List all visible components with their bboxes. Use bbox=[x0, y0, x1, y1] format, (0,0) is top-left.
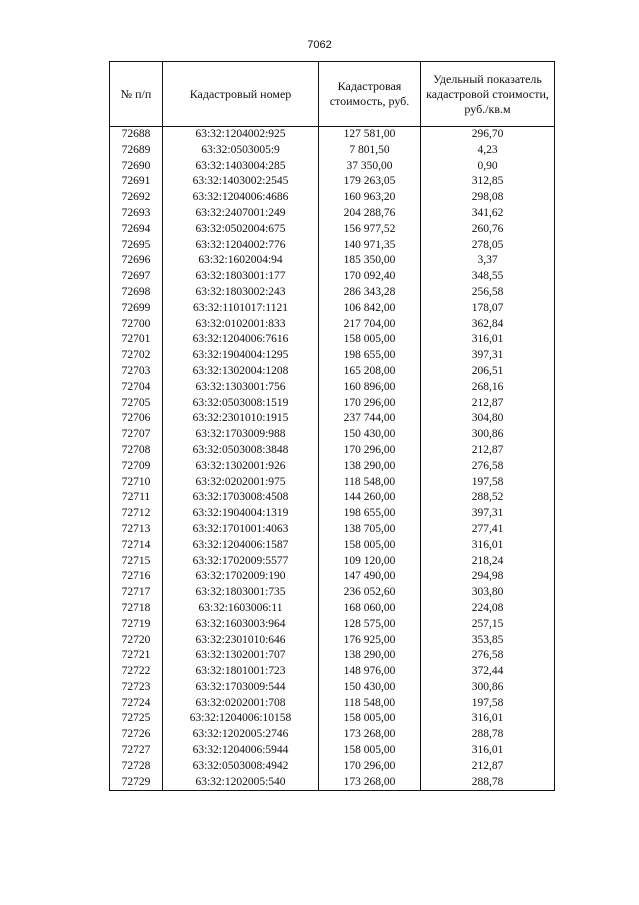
table-row bbox=[110, 711, 555, 727]
row-num-cell: 72701 bbox=[110, 332, 163, 348]
table-row bbox=[110, 522, 555, 538]
cadastral-number-cell: 63:32:2301010:1915 bbox=[163, 411, 319, 427]
cadastral-value-cell: 37 350,00 bbox=[319, 159, 421, 175]
row-num-cell: 72690 bbox=[110, 159, 163, 175]
cadastral-number-cell: 63:32:1403004:285 bbox=[163, 159, 319, 175]
cadastral-value-cell: 140 971,35 bbox=[319, 238, 421, 254]
specific-index-cell: 288,78 bbox=[421, 775, 555, 791]
cadastral-value-cell: 173 268,00 bbox=[319, 727, 421, 743]
specific-index-cell: 212,87 bbox=[421, 396, 555, 412]
specific-index-cell: 362,84 bbox=[421, 317, 555, 333]
row-num-cell: 72691 bbox=[110, 174, 163, 190]
specific-index-cell: 277,41 bbox=[421, 522, 555, 538]
specific-index-cell: 224,08 bbox=[421, 601, 555, 617]
specific-index-cell: 348,55 bbox=[421, 269, 555, 285]
cadastral-number-cell: 63:32:1101017:1121 bbox=[163, 301, 319, 317]
specific-index-cell: 298,08 bbox=[421, 190, 555, 206]
row-num-cell: 72726 bbox=[110, 727, 163, 743]
specific-index-cell: 312,85 bbox=[421, 174, 555, 190]
table-row bbox=[110, 301, 555, 317]
specific-index-cell: 397,31 bbox=[421, 348, 555, 364]
table-row bbox=[110, 253, 555, 269]
cadastral-value-cell: 198 655,00 bbox=[319, 348, 421, 364]
row-num-cell: 72704 bbox=[110, 380, 163, 396]
cadastral-number-cell: 63:32:1702009:5577 bbox=[163, 554, 319, 570]
cadastral-number-cell: 63:32:1204002:925 bbox=[163, 127, 319, 143]
table-row bbox=[110, 727, 555, 743]
header-num: № п/п bbox=[110, 62, 163, 127]
cadastral-value-cell: 106 842,00 bbox=[319, 301, 421, 317]
cadastral-value-cell: 170 296,00 bbox=[319, 443, 421, 459]
cadastral-value-cell: 158 005,00 bbox=[319, 332, 421, 348]
row-num-cell: 72716 bbox=[110, 569, 163, 585]
cadastral-value-cell: 236 052,60 bbox=[319, 585, 421, 601]
row-num-cell: 72714 bbox=[110, 538, 163, 554]
row-num-cell: 72718 bbox=[110, 601, 163, 617]
row-num-cell: 72720 bbox=[110, 633, 163, 649]
specific-index-cell: 197,58 bbox=[421, 696, 555, 712]
cadastral-number-cell: 63:32:1904004:1295 bbox=[163, 348, 319, 364]
specific-index-cell: 268,16 bbox=[421, 380, 555, 396]
row-num-cell: 72693 bbox=[110, 206, 163, 222]
cadastral-value-cell: 217 704,00 bbox=[319, 317, 421, 333]
table-row bbox=[110, 396, 555, 412]
row-num-cell: 72703 bbox=[110, 364, 163, 380]
specific-index-cell: 218,24 bbox=[421, 554, 555, 570]
row-num-cell: 72722 bbox=[110, 664, 163, 680]
table-row bbox=[110, 238, 555, 254]
row-num-cell: 72713 bbox=[110, 522, 163, 538]
table-row bbox=[110, 696, 555, 712]
specific-index-cell: 294,98 bbox=[421, 569, 555, 585]
table-row bbox=[110, 285, 555, 301]
cadastral-number-cell: 63:32:1202005:2746 bbox=[163, 727, 319, 743]
cadastral-number-cell: 63:32:2301010:646 bbox=[163, 633, 319, 649]
row-num-cell: 72689 bbox=[110, 143, 163, 159]
cadastral-number-cell: 63:32:1803001:177 bbox=[163, 269, 319, 285]
row-num-cell: 72698 bbox=[110, 285, 163, 301]
cadastral-number-cell: 63:32:1603003:964 bbox=[163, 617, 319, 633]
table-row bbox=[110, 317, 555, 333]
table-row bbox=[110, 127, 555, 143]
table-header bbox=[110, 62, 555, 127]
cadastral-value-cell: 118 548,00 bbox=[319, 475, 421, 491]
cadastral-number-cell: 63:32:1801001:723 bbox=[163, 664, 319, 680]
table-row bbox=[110, 459, 555, 475]
cadastral-value-cell: 138 290,00 bbox=[319, 648, 421, 664]
cadastral-value-cell: 165 208,00 bbox=[319, 364, 421, 380]
cadastral-number-cell: 63:32:1302001:707 bbox=[163, 648, 319, 664]
cadastral-value-cell: 160 963,20 bbox=[319, 190, 421, 206]
cadastral-value-cell: 160 896,00 bbox=[319, 380, 421, 396]
cadastral-number-cell: 63:32:1204006:10158 bbox=[163, 711, 319, 727]
cadastral-value-cell: 148 976,00 bbox=[319, 664, 421, 680]
specific-index-cell: 256,58 bbox=[421, 285, 555, 301]
cadastral-value-cell: 150 430,00 bbox=[319, 680, 421, 696]
specific-index-cell: 304,80 bbox=[421, 411, 555, 427]
cadastral-value-cell: 144 260,00 bbox=[319, 490, 421, 506]
row-num-cell: 72717 bbox=[110, 585, 163, 601]
cadastral-number-cell: 63:32:1204006:7616 bbox=[163, 332, 319, 348]
table-row bbox=[110, 364, 555, 380]
specific-index-cell: 296,70 bbox=[421, 127, 555, 143]
cadastral-number-cell: 63:32:1703009:544 bbox=[163, 680, 319, 696]
table-row bbox=[110, 664, 555, 680]
row-num-cell: 72709 bbox=[110, 459, 163, 475]
cadastral-number-cell: 63:32:1702009:190 bbox=[163, 569, 319, 585]
specific-index-cell: 4,23 bbox=[421, 143, 555, 159]
specific-index-cell: 300,86 bbox=[421, 680, 555, 696]
row-num-cell: 72712 bbox=[110, 506, 163, 522]
specific-index-cell: 300,86 bbox=[421, 427, 555, 443]
cadastral-number-cell: 63:32:1204006:5944 bbox=[163, 743, 319, 759]
cadastral-value-cell: 158 005,00 bbox=[319, 711, 421, 727]
cadastral-number-cell: 63:32:2407001:249 bbox=[163, 206, 319, 222]
row-num-cell: 72707 bbox=[110, 427, 163, 443]
specific-index-cell: 0,90 bbox=[421, 159, 555, 175]
cadastral-number-cell: 63:32:0502004:675 bbox=[163, 222, 319, 238]
row-num-cell: 72711 bbox=[110, 490, 163, 506]
cadastral-number-cell: 63:32:1204002:776 bbox=[163, 238, 319, 254]
row-num-cell: 72706 bbox=[110, 411, 163, 427]
specific-index-cell: 3,37 bbox=[421, 253, 555, 269]
row-num-cell: 72715 bbox=[110, 554, 163, 570]
row-num-cell: 72699 bbox=[110, 301, 163, 317]
row-num-cell: 72694 bbox=[110, 222, 163, 238]
table-row bbox=[110, 538, 555, 554]
row-num-cell: 72697 bbox=[110, 269, 163, 285]
specific-index-cell: 303,80 bbox=[421, 585, 555, 601]
table-row bbox=[110, 680, 555, 696]
cadastral-value-cell: 185 350,00 bbox=[319, 253, 421, 269]
specific-index-cell: 372,44 bbox=[421, 664, 555, 680]
header-specific-index: Удельный показатель кадастровой стоимости, руб./кв.м bbox=[421, 62, 555, 127]
specific-index-cell: 276,58 bbox=[421, 459, 555, 475]
specific-index-cell: 178,07 bbox=[421, 301, 555, 317]
row-num-cell: 72705 bbox=[110, 396, 163, 412]
table-row bbox=[110, 743, 555, 759]
cadastral-number-cell: 63:32:1403002:2545 bbox=[163, 174, 319, 190]
table-row bbox=[110, 427, 555, 443]
cadastral-value-cell: 173 268,00 bbox=[319, 775, 421, 791]
cadastral-number-cell: 63:32:1303001:756 bbox=[163, 380, 319, 396]
specific-index-cell: 197,58 bbox=[421, 475, 555, 491]
specific-index-cell: 288,78 bbox=[421, 727, 555, 743]
cadastral-number-cell: 63:32:1202005:540 bbox=[163, 775, 319, 791]
cadastral-value-table bbox=[109, 61, 555, 791]
row-num-cell: 72728 bbox=[110, 759, 163, 775]
specific-index-cell: 278,05 bbox=[421, 238, 555, 254]
row-num-cell: 72688 bbox=[110, 127, 163, 143]
specific-index-cell: 257,15 bbox=[421, 617, 555, 633]
specific-index-cell: 276,58 bbox=[421, 648, 555, 664]
cadastral-number-cell: 63:32:0503008:1519 bbox=[163, 396, 319, 412]
table-row bbox=[110, 443, 555, 459]
table-row bbox=[110, 159, 555, 175]
cadastral-number-cell: 63:32:0202001:975 bbox=[163, 475, 319, 491]
table-row bbox=[110, 490, 555, 506]
table-row bbox=[110, 648, 555, 664]
table-row bbox=[110, 585, 555, 601]
cadastral-number-cell: 63:32:1703008:4508 bbox=[163, 490, 319, 506]
cadastral-number-cell: 63:32:1204006:4686 bbox=[163, 190, 319, 206]
specific-index-cell: 316,01 bbox=[421, 332, 555, 348]
row-num-cell: 72708 bbox=[110, 443, 163, 459]
cadastral-value-cell: 138 705,00 bbox=[319, 522, 421, 538]
row-num-cell: 72724 bbox=[110, 696, 163, 712]
page-number: 7062 bbox=[307, 39, 332, 51]
specific-index-cell: 353,85 bbox=[421, 633, 555, 649]
cadastral-value-cell: 170 092,40 bbox=[319, 269, 421, 285]
cadastral-number-cell: 63:32:0202001:708 bbox=[163, 696, 319, 712]
row-num-cell: 72692 bbox=[110, 190, 163, 206]
row-num-cell: 72723 bbox=[110, 680, 163, 696]
cadastral-number-cell: 63:32:1701001:4063 bbox=[163, 522, 319, 538]
row-num-cell: 72700 bbox=[110, 317, 163, 333]
specific-index-cell: 316,01 bbox=[421, 538, 555, 554]
cadastral-number-cell: 63:32:1302004:1208 bbox=[163, 364, 319, 380]
specific-index-cell: 260,76 bbox=[421, 222, 555, 238]
specific-index-cell: 288,52 bbox=[421, 490, 555, 506]
table-row bbox=[110, 206, 555, 222]
cadastral-value-cell: 179 263,05 bbox=[319, 174, 421, 190]
row-num-cell: 72695 bbox=[110, 238, 163, 254]
table-row bbox=[110, 601, 555, 617]
specific-index-cell: 341,62 bbox=[421, 206, 555, 222]
cadastral-number-cell: 63:32:1904004:1319 bbox=[163, 506, 319, 522]
cadastral-value-cell: 170 296,00 bbox=[319, 759, 421, 775]
specific-index-cell: 206,51 bbox=[421, 364, 555, 380]
table-row bbox=[110, 174, 555, 190]
table-body bbox=[110, 127, 555, 791]
cadastral-number-cell: 63:32:1302001:926 bbox=[163, 459, 319, 475]
table-row bbox=[110, 222, 555, 238]
table-row bbox=[110, 633, 555, 649]
specific-index-cell: 212,87 bbox=[421, 759, 555, 775]
row-num-cell: 72696 bbox=[110, 253, 163, 269]
header-cadastral-number: Кадастровый номер bbox=[163, 62, 319, 127]
cadastral-number-cell: 63:32:1603006:11 bbox=[163, 601, 319, 617]
cadastral-number-cell: 63:32:0102001:833 bbox=[163, 317, 319, 333]
cadastral-value-cell: 150 430,00 bbox=[319, 427, 421, 443]
cadastral-value-cell: 138 290,00 bbox=[319, 459, 421, 475]
cadastral-number-cell: 63:32:1803002:243 bbox=[163, 285, 319, 301]
cadastral-value-cell: 109 120,00 bbox=[319, 554, 421, 570]
cadastral-value-cell: 7 801,50 bbox=[319, 143, 421, 159]
table-row bbox=[110, 617, 555, 633]
cadastral-value-cell: 198 655,00 bbox=[319, 506, 421, 522]
cadastral-value-cell: 237 744,00 bbox=[319, 411, 421, 427]
cadastral-value-cell: 170 296,00 bbox=[319, 396, 421, 412]
cadastral-number-cell: 63:32:1803001:735 bbox=[163, 585, 319, 601]
cadastral-value-cell: 128 575,00 bbox=[319, 617, 421, 633]
cadastral-number-cell: 63:32:1602004:94 bbox=[163, 253, 319, 269]
cadastral-number-cell: 63:32:0503005:9 bbox=[163, 143, 319, 159]
row-num-cell: 72721 bbox=[110, 648, 163, 664]
table-row bbox=[110, 143, 555, 159]
table-row bbox=[110, 190, 555, 206]
table-row bbox=[110, 775, 555, 791]
cadastral-value-cell: 158 005,00 bbox=[319, 743, 421, 759]
row-num-cell: 72727 bbox=[110, 743, 163, 759]
specific-index-cell: 212,87 bbox=[421, 443, 555, 459]
cadastral-number-cell: 63:32:1703009:988 bbox=[163, 427, 319, 443]
cadastral-value-cell: 127 581,00 bbox=[319, 127, 421, 143]
table-row bbox=[110, 569, 555, 585]
cadastral-number-cell: 63:32:0503008:4942 bbox=[163, 759, 319, 775]
table-row bbox=[110, 411, 555, 427]
cadastral-value-cell: 286 343,28 bbox=[319, 285, 421, 301]
table-row bbox=[110, 554, 555, 570]
table-row bbox=[110, 475, 555, 491]
cadastral-value-cell: 176 925,00 bbox=[319, 633, 421, 649]
cadastral-value-cell: 147 490,00 bbox=[319, 569, 421, 585]
table-row bbox=[110, 269, 555, 285]
row-num-cell: 72719 bbox=[110, 617, 163, 633]
table-row bbox=[110, 348, 555, 364]
row-num-cell: 72729 bbox=[110, 775, 163, 791]
row-num-cell: 72702 bbox=[110, 348, 163, 364]
cadastral-value-cell: 158 005,00 bbox=[319, 538, 421, 554]
cadastral-value-cell: 156 977,52 bbox=[319, 222, 421, 238]
row-num-cell: 72710 bbox=[110, 475, 163, 491]
header-cadastral-value: Кадастровая стоимость, руб. bbox=[319, 62, 421, 127]
table-row bbox=[110, 332, 555, 348]
cadastral-number-cell: 63:32:1204006:1587 bbox=[163, 538, 319, 554]
cadastral-value-cell: 168 060,00 bbox=[319, 601, 421, 617]
specific-index-cell: 316,01 bbox=[421, 711, 555, 727]
table-row bbox=[110, 759, 555, 775]
row-num-cell: 72725 bbox=[110, 711, 163, 727]
cadastral-number-cell: 63:32:0503008:3848 bbox=[163, 443, 319, 459]
cadastral-value-cell: 118 548,00 bbox=[319, 696, 421, 712]
specific-index-cell: 397,31 bbox=[421, 506, 555, 522]
header-row bbox=[110, 62, 555, 127]
table-row bbox=[110, 506, 555, 522]
cadastral-value-cell: 204 288,76 bbox=[319, 206, 421, 222]
specific-index-cell: 316,01 bbox=[421, 743, 555, 759]
table-row bbox=[110, 380, 555, 396]
